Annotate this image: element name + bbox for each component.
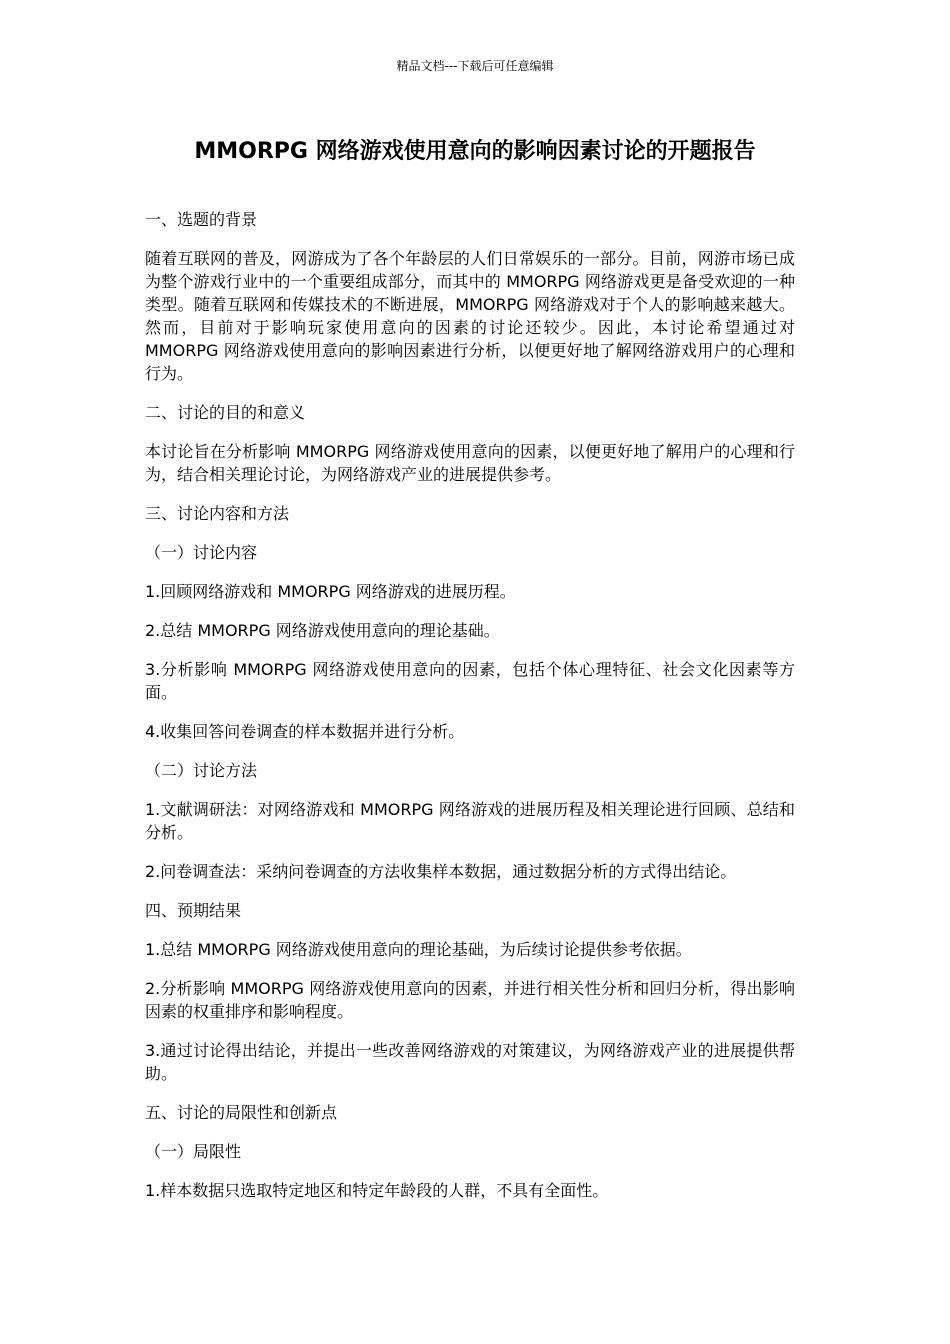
list-item: 1.回顾网络游戏和 MMORPG 网络游戏的进展历程。 [145,582,516,601]
list-item: 3.通过讨论得出结论，并提出一些改善网络游戏的对策建议，为网络游戏产业的进展提供帮助。 [145,1041,795,1083]
document-title: MMORPG 网络游戏使用意向的影响因素讨论的开题报告 [194,139,756,164]
list-item: 2.总结 MMORPG 网络游戏使用意向的理论基础。 [145,621,500,640]
section-heading-expected-results: 四、预期结果 [145,901,242,920]
section-heading-content-methods: 三、讨论内容和方法 [145,504,290,523]
header-note: 精品文档---下载后可任意编辑 [396,59,554,73]
section-heading-purpose: 二、讨论的目的和意义 [145,403,306,422]
subheading-limitations: （一）局限性 [145,1142,242,1161]
list-item: 2.分析影响 MMORPG 网络游戏使用意向的因素，并进行相关性分析和回归分析，得出影响因素的权重排序和影响程度。 [145,979,795,1021]
section-heading-background: 一、选题的背景 [145,210,258,229]
document-body [145,208,795,1218]
list-item: 4.收集回答问卷调查的样本数据并进行分析。 [145,722,465,741]
list-item: 1.总结 MMORPG 网络游戏使用意向的理论基础，为后续讨论提供参考依据。 [145,940,692,959]
section-heading-limitations: 五、讨论的局限性和创新点 [145,1103,338,1122]
list-item: 1.文献调研法：对网络游戏和 MMORPG 网络游戏的进展历程及相关理论进行回顾、总结和分析。 [145,800,795,842]
subheading-content: （一）讨论内容 [145,543,258,562]
list-item: 3.分析影响 MMORPG 网络游戏使用意向的因素，包括个体心理特征、社会文化因素等方面。 [145,660,795,702]
paragraph-background: 随着互联网的普及，网游成为了各个年龄层的人们日常娱乐的一部分。目前，网游市场已成为整个游戏行业中的一个重要组成部分，而其中的 MMORPG 网络游戏更是备受欢迎的一种类型。随着互联网和传媒技术的不断进展，MMORPG 网络游戏对于个人的影响越来越大。然而，目前对于影响玩家使用意向的因素的讨论还较少。因此，本讨论希望通过对 MMORPG 网络游戏使用意向的影响因素进行分析，以便更好地了解网络游戏用户的心理和行为。 [145,249,795,383]
list-item: 1.样本数据只选取特定地区和特定年龄段的人群，不具有全面性。 [145,1181,609,1200]
paragraph-purpose: 本讨论旨在分析影响 MMORPG 网络游戏使用意向的因素，以便更好地了解用户的心理和行为，结合相关理论讨论，为网络游戏产业的进展提供参考。 [145,442,795,484]
subheading-methods: （二）讨论方法 [145,761,258,780]
list-item: 2.问卷调查法：采纳问卷调查的方法收集样本数据，通过数据分析的方式得出结论。 [145,862,737,881]
